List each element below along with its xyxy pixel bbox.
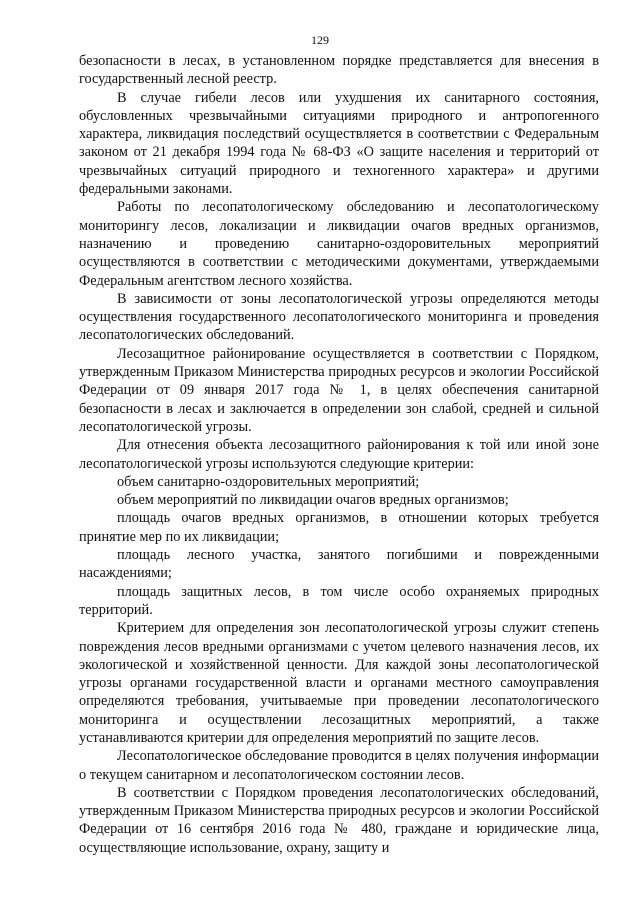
criteria-item-4: площадь лесного участка, занятого погибшими и поврежденными насаждениями; bbox=[79, 547, 599, 582]
criteria-item-1: объем санитарно-оздоровительных мероприятий; bbox=[117, 473, 420, 490]
paragraph-1: безопасности в лесах, в установленном порядке представляется для внесения в государственный лесной реестр. bbox=[79, 53, 599, 88]
paragraph-2: В случае гибели лесов или ухудшения их санитарного состояния, обусловленных чрезвычайными ситуациями природного и антропогенного характера, ликвидация последствий осуществляется в соответствии с Федеральным законом от 21 декабря 1994 года № 68-ФЗ «О защите населения и территорий от чрезвычайных ситуаций природного и техногенного характера» и другими федеральными законами. bbox=[79, 89, 599, 198]
criteria-item-5: площадь защитных лесов, в том числе особо охраняемых природных территорий. bbox=[79, 583, 599, 618]
paragraph-6: Для отнесения объекта лесозащитного районирования к той или иной зоне лесопатологической угрозы используются следующие критерии: bbox=[79, 437, 599, 472]
paragraph-4: В зависимости от зоны лесопатологической угрозы определяются методы осуществления государственного лесопатологического мониторинга и проведения лесопатологических обследований. bbox=[79, 290, 599, 344]
paragraph-3: Работы по лесопатологическому обследованию и лесопатологическому мониторингу лесов, локализации и ликвидации очагов вредных организмов, назначению и проведению санитарно-оздоровительных мероприятий осуществляются в соответствии с методическими документами, утверждаемыми Федеральным агентством лесного хозяйства. bbox=[79, 199, 599, 289]
paragraph-8: Лесопатологическое обследование проводится в целях получения информации о текущем санитарном и лесопатологическом состоянии лесов. bbox=[79, 748, 599, 783]
paragraph-7: Критерием для определения зон лесопатологической угрозы служит степень повреждения лесов вредными организмами с учетом целевого назначения лесов, их экологической и хозяйственной ценности. Для каждой зоны лесопатологической угрозы органами государственной власти и органами местного самоуправления определяются требования, учитываемые при проведении лесопатологического мониторинга и осуществлении лесозащитных мероприятий, а также устанавливаются критерии для определения мероприятий по защите лесов. bbox=[79, 620, 599, 746]
criteria-item-3: площадь очагов вредных организмов, в отношении которых требуется принятие мер по их ликвидации; bbox=[79, 510, 599, 545]
criteria-item-2: объем мероприятий по ликвидации очагов вредных организмов; bbox=[117, 492, 509, 509]
document-body bbox=[79, 52, 599, 857]
page-number: 129 bbox=[311, 33, 329, 47]
paragraph-5: Лесозащитное районирование осуществляется в соответствии с Порядком, утвержденным Приказом Министерства природных ресурсов и экологии Российской Федерации от 09 января 2017 года № 1, в целях обеспечения санитарной безопасности в лесах и заключается в определении зон слабой, средней и сильной лесопатологической угрозы. bbox=[79, 345, 599, 435]
paragraph-9: В соответствии с Порядком проведения лесопатологических обследований, утвержденным Приказом Министерства природных ресурсов и экологии Российской Федерации от 16 сентября 2016 года № 480, граждане и юридические лица, осуществляющие использование, охрану, защиту и bbox=[79, 784, 599, 856]
